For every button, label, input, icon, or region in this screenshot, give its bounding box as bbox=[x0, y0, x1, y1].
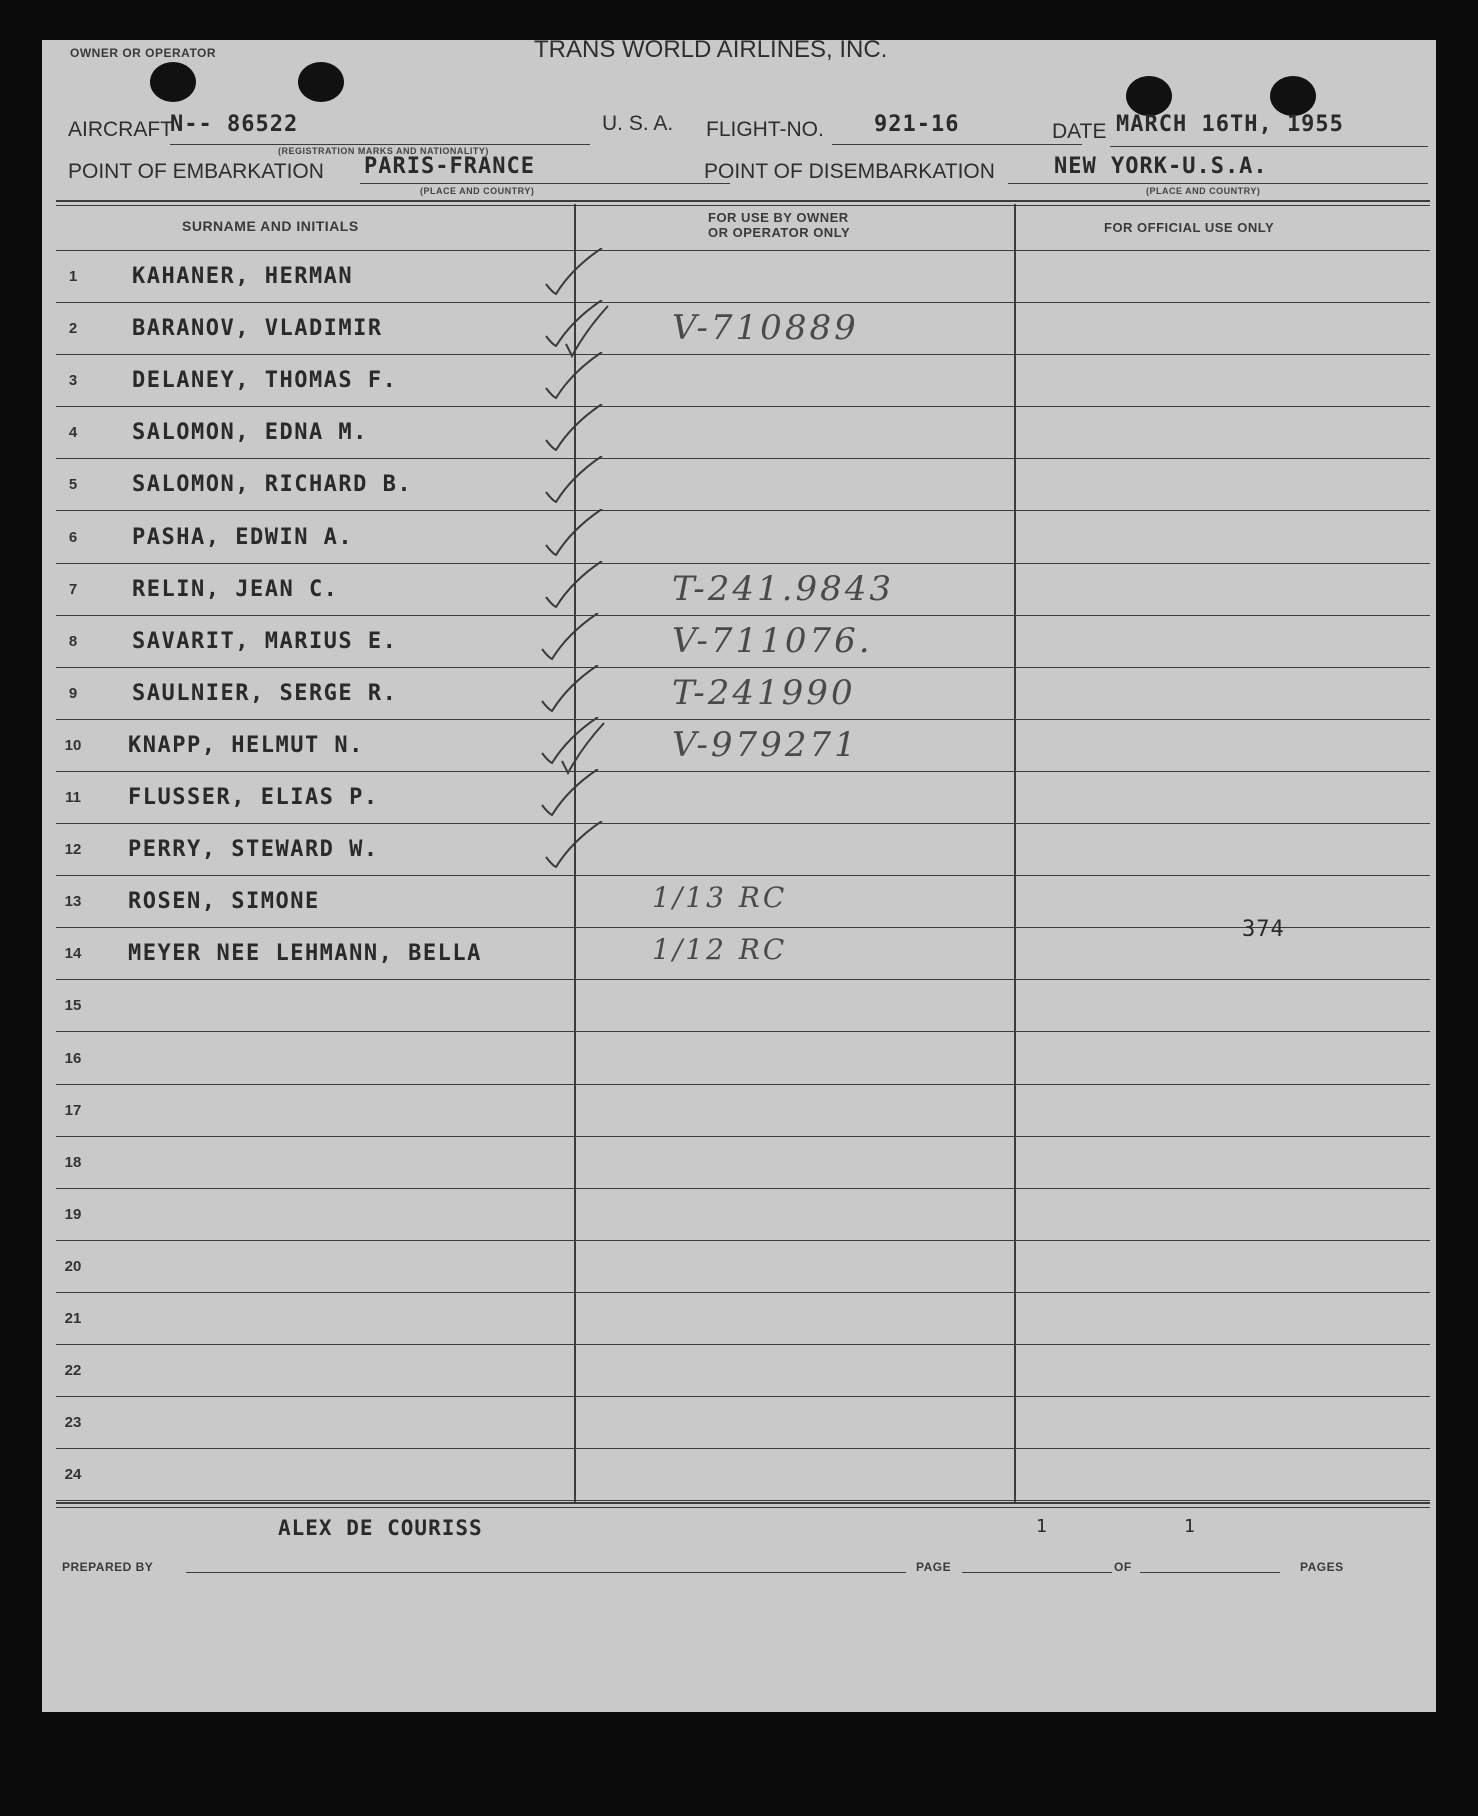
row-number: 20 bbox=[64, 1258, 82, 1275]
check-mark bbox=[538, 769, 608, 829]
of-label: OF bbox=[1114, 1560, 1132, 1574]
row-rule bbox=[56, 458, 1430, 459]
check-mark bbox=[538, 613, 608, 673]
manifest-sheet bbox=[42, 36, 1436, 1712]
operator-note: V-979271 bbox=[672, 725, 859, 765]
column-divider-2 bbox=[1014, 204, 1016, 1504]
preparer-name: ALEX DE COURISS bbox=[278, 1516, 483, 1540]
row-rule bbox=[56, 510, 1430, 511]
of-value: 1 bbox=[1184, 1516, 1196, 1537]
page-label: PAGE bbox=[916, 1560, 952, 1574]
row-rule bbox=[56, 615, 1430, 616]
row-number: 15 bbox=[64, 997, 82, 1014]
row-number: 4 bbox=[68, 424, 78, 441]
passenger-name: SALOMON, RICHARD B. bbox=[132, 472, 413, 497]
operator-note: V-710889 bbox=[672, 308, 859, 348]
row-number: 3 bbox=[68, 372, 78, 389]
prepared-by-label: PREPARED BY bbox=[62, 1560, 154, 1574]
row-number: 17 bbox=[64, 1102, 82, 1119]
operator-note: T-241990 bbox=[672, 673, 856, 713]
row-number: 24 bbox=[64, 1466, 82, 1483]
embarkation-label: POINT OF EMBARKATION bbox=[68, 160, 324, 183]
page-value: 1 bbox=[1036, 1516, 1048, 1537]
row-number: 11 bbox=[65, 789, 81, 806]
check-mark bbox=[542, 248, 612, 308]
row-number: 10 bbox=[64, 737, 82, 754]
row-rule bbox=[56, 1292, 1430, 1293]
row-rule bbox=[56, 302, 1430, 303]
row-number: 1 bbox=[68, 268, 78, 285]
row-number: 23 bbox=[64, 1414, 82, 1431]
row-rule bbox=[56, 1344, 1430, 1345]
embarkation-value: PARIS-FRANCE bbox=[364, 154, 535, 179]
column-header-owner-use: FOR USE BY OWNER OR OPERATOR ONLY bbox=[708, 210, 851, 240]
row-number: 14 bbox=[64, 945, 82, 962]
row-rule bbox=[56, 979, 1430, 980]
passenger-name: ROSEN, SIMONE bbox=[128, 889, 320, 914]
aircraft-value: N-- 86522 bbox=[170, 112, 299, 137]
row-number: 22 bbox=[64, 1362, 82, 1379]
date-value: MARCH 16TH, 1955 bbox=[1116, 112, 1344, 137]
row-number: 2 bbox=[68, 320, 78, 337]
flight-label: FLIGHT-NO. bbox=[706, 118, 824, 141]
row-number: 16 bbox=[64, 1050, 82, 1067]
passenger-name: BARANOV, VLADIMIR bbox=[132, 316, 383, 341]
row-rule bbox=[56, 1136, 1430, 1137]
row-number: 9 bbox=[68, 685, 78, 702]
passenger-name: KNAPP, HELMUT N. bbox=[128, 733, 364, 758]
table-bottom-rule bbox=[56, 1502, 1430, 1504]
passenger-name: SALOMON, EDNA M. bbox=[132, 420, 368, 445]
row-number: 6 bbox=[68, 529, 78, 546]
punch-hole-right-2 bbox=[1270, 76, 1316, 116]
punch-hole-left-2 bbox=[298, 62, 344, 102]
operator-note: 1/12 RC bbox=[652, 933, 788, 966]
check-mark bbox=[542, 821, 612, 881]
row-rule bbox=[56, 875, 1430, 876]
row-rule bbox=[56, 1031, 1430, 1032]
row-rule bbox=[56, 1084, 1430, 1085]
official-note: 374 bbox=[1242, 917, 1285, 942]
column-header-official-use: FOR OFFICIAL USE ONLY bbox=[1104, 220, 1275, 235]
row-number: 5 bbox=[68, 476, 78, 493]
passenger-name: RELIN, JEAN C. bbox=[132, 577, 339, 602]
check-mark bbox=[542, 561, 612, 621]
row-number: 19 bbox=[64, 1206, 82, 1223]
punch-hole-left-1 bbox=[150, 62, 196, 102]
check-mark bbox=[542, 404, 612, 464]
row-rule bbox=[56, 563, 1430, 564]
table-top-rule bbox=[56, 200, 1430, 202]
owner-label: OWNER OR OPERATOR bbox=[70, 46, 217, 60]
check-mark bbox=[542, 456, 612, 516]
passenger-name: SAULNIER, SERGE R. bbox=[132, 681, 398, 706]
pages-label: PAGES bbox=[1300, 1560, 1344, 1574]
column-header-surname: SURNAME AND INITIALS bbox=[182, 218, 359, 234]
disembarkation-value: NEW YORK-U.S.A. bbox=[1054, 154, 1268, 179]
row-rule bbox=[56, 771, 1430, 772]
row-rule bbox=[56, 406, 1430, 407]
row-rule bbox=[56, 667, 1430, 668]
check-mark bbox=[542, 352, 612, 412]
registration-caption: (REGISTRATION MARKS AND NATIONALITY) bbox=[278, 146, 489, 156]
flight-value: 921-16 bbox=[874, 112, 960, 137]
passenger-name: PASHA, EDWIN A. bbox=[132, 525, 354, 550]
row-number: 21 bbox=[64, 1310, 82, 1327]
operator-note: 1/13 RC bbox=[652, 881, 788, 914]
row-number: 7 bbox=[68, 581, 78, 598]
row-rule bbox=[56, 1500, 1430, 1501]
row-number: 8 bbox=[68, 633, 78, 650]
passenger-name: SAVARIT, MARIUS E. bbox=[132, 629, 398, 654]
check-mark bbox=[538, 665, 608, 725]
passenger-name: MEYER NEE LEHMANN, BELLA bbox=[128, 941, 482, 966]
check-mark bbox=[538, 717, 608, 777]
airline-name: TRANS WORLD AIRLINES, INC. bbox=[534, 36, 888, 63]
embarkation-caption: (PLACE AND COUNTRY) bbox=[420, 186, 535, 196]
row-rule bbox=[56, 1240, 1430, 1241]
row-rule bbox=[56, 1396, 1430, 1397]
row-rule bbox=[56, 719, 1430, 720]
disembarkation-caption: (PLACE AND COUNTRY) bbox=[1146, 186, 1261, 196]
row-rule bbox=[56, 1188, 1430, 1189]
row-rule bbox=[56, 1448, 1430, 1449]
punch-hole-right-1 bbox=[1126, 76, 1172, 116]
passenger-name: KAHANER, HERMAN bbox=[132, 264, 354, 289]
date-label: DATE bbox=[1052, 120, 1107, 143]
row-number: 12 bbox=[64, 841, 82, 858]
operator-note: T-241.9843 bbox=[672, 569, 895, 609]
aircraft-label: AIRCRAFT bbox=[68, 118, 173, 141]
passenger-name: FLUSSER, ELIAS P. bbox=[128, 785, 379, 810]
operator-note: V-711076. bbox=[672, 621, 873, 661]
row-number: 13 bbox=[64, 893, 82, 910]
row-rule bbox=[56, 927, 1430, 928]
usa-label: U. S. A. bbox=[602, 112, 674, 135]
disembarkation-label: POINT OF DISEMBARKATION bbox=[704, 160, 995, 183]
check-mark bbox=[542, 509, 612, 569]
row-rule bbox=[56, 823, 1430, 824]
passenger-name: PERRY, STEWARD W. bbox=[128, 837, 379, 862]
row-rule bbox=[56, 354, 1430, 355]
row-number: 18 bbox=[64, 1154, 82, 1171]
passenger-name: DELANEY, THOMAS F. bbox=[132, 368, 398, 393]
check-mark bbox=[542, 300, 612, 360]
